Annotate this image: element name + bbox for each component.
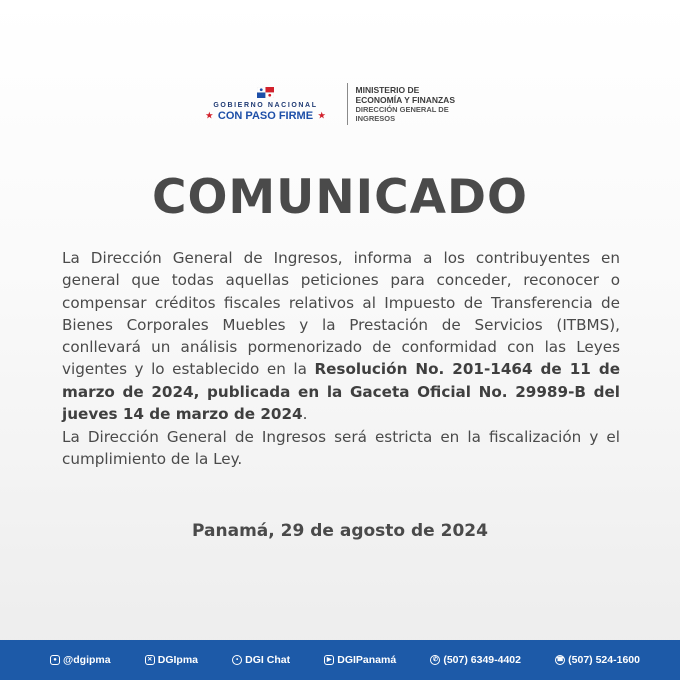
footer-phone-label: (507) 524-1600 bbox=[568, 654, 640, 666]
mef-line4: INGRESOS bbox=[355, 114, 396, 123]
footer-x[interactable] bbox=[145, 654, 198, 666]
phone-icon: ☎ bbox=[556, 657, 564, 663]
whatsapp-icon: ✆ bbox=[430, 655, 440, 665]
header-logos bbox=[0, 76, 680, 132]
logo-divider bbox=[347, 83, 348, 125]
gobierno-nacional-text: GOBIERNO NACIONAL bbox=[213, 101, 318, 109]
x-icon: ✕ bbox=[145, 655, 155, 665]
chat-icon: • bbox=[232, 655, 242, 665]
gobierno-nacional-logo bbox=[195, 87, 337, 122]
footer-youtube[interactable] bbox=[324, 654, 396, 666]
instagram-icon: ● bbox=[50, 655, 60, 665]
resolution-reference: Resolución No. 201-1464 de 11 de marzo de 2024, publicada en la Gaceta Oficial No. 29989-B del jueves 14 de marzo de 2024 bbox=[62, 360, 620, 424]
footer-whatsapp-label: (507) 6349-4402 bbox=[443, 654, 521, 666]
footer-youtube-label: DGIPanamá bbox=[337, 654, 397, 666]
footer-chat-label: DGI Chat bbox=[245, 654, 291, 666]
footer-contact-bar bbox=[0, 640, 680, 680]
mef-line1: MINISTERIO DE bbox=[355, 85, 420, 95]
paragraph-1-end: . bbox=[302, 405, 308, 424]
youtube-icon: ▶ bbox=[324, 655, 334, 665]
body-paragraph-1 bbox=[62, 247, 620, 425]
footer-phone[interactable] bbox=[555, 654, 640, 666]
footer-chat[interactable] bbox=[232, 654, 290, 666]
mef-line2: ECONOMÍA Y FINANZAS bbox=[355, 95, 455, 105]
paragraph-1-text: La Dirección General de Ingresos, informa a los contribuyentes en general que todas aquellas peticiones para conceder, reconocer o compensar créditos fiscales relativos al Impuesto de Transferencia de Bienes Corporales Muebles y la Prestación de Servicios (ITBMS), conllevará un análisis pormenorizado de conformidad con las Leyes vigentes y lo establecido en la bbox=[62, 249, 620, 379]
footer-x-label: DGIpma bbox=[157, 654, 198, 666]
place-date: Panamá, 29 de agosto de 2024 bbox=[192, 521, 488, 541]
star-icon: ★ bbox=[205, 111, 213, 120]
mef-line3: DIRECCIÓN GENERAL DE bbox=[355, 105, 449, 114]
star-icon: ★ bbox=[318, 111, 326, 120]
footer-whatsapp[interactable] bbox=[430, 654, 521, 666]
page-title: COMUNICADO bbox=[151, 170, 529, 225]
con-paso-firme-text: CON PASO FIRME bbox=[217, 109, 314, 122]
footer-instagram-label: @dgipma bbox=[63, 654, 111, 666]
body-paragraph-2: La Dirección General de Ingresos será estricta en la fiscalización y el cumplimiento de la Ley. bbox=[62, 428, 620, 469]
footer-instagram[interactable] bbox=[50, 654, 111, 666]
mef-logo bbox=[356, 85, 486, 123]
panama-flag-icon bbox=[257, 87, 274, 98]
